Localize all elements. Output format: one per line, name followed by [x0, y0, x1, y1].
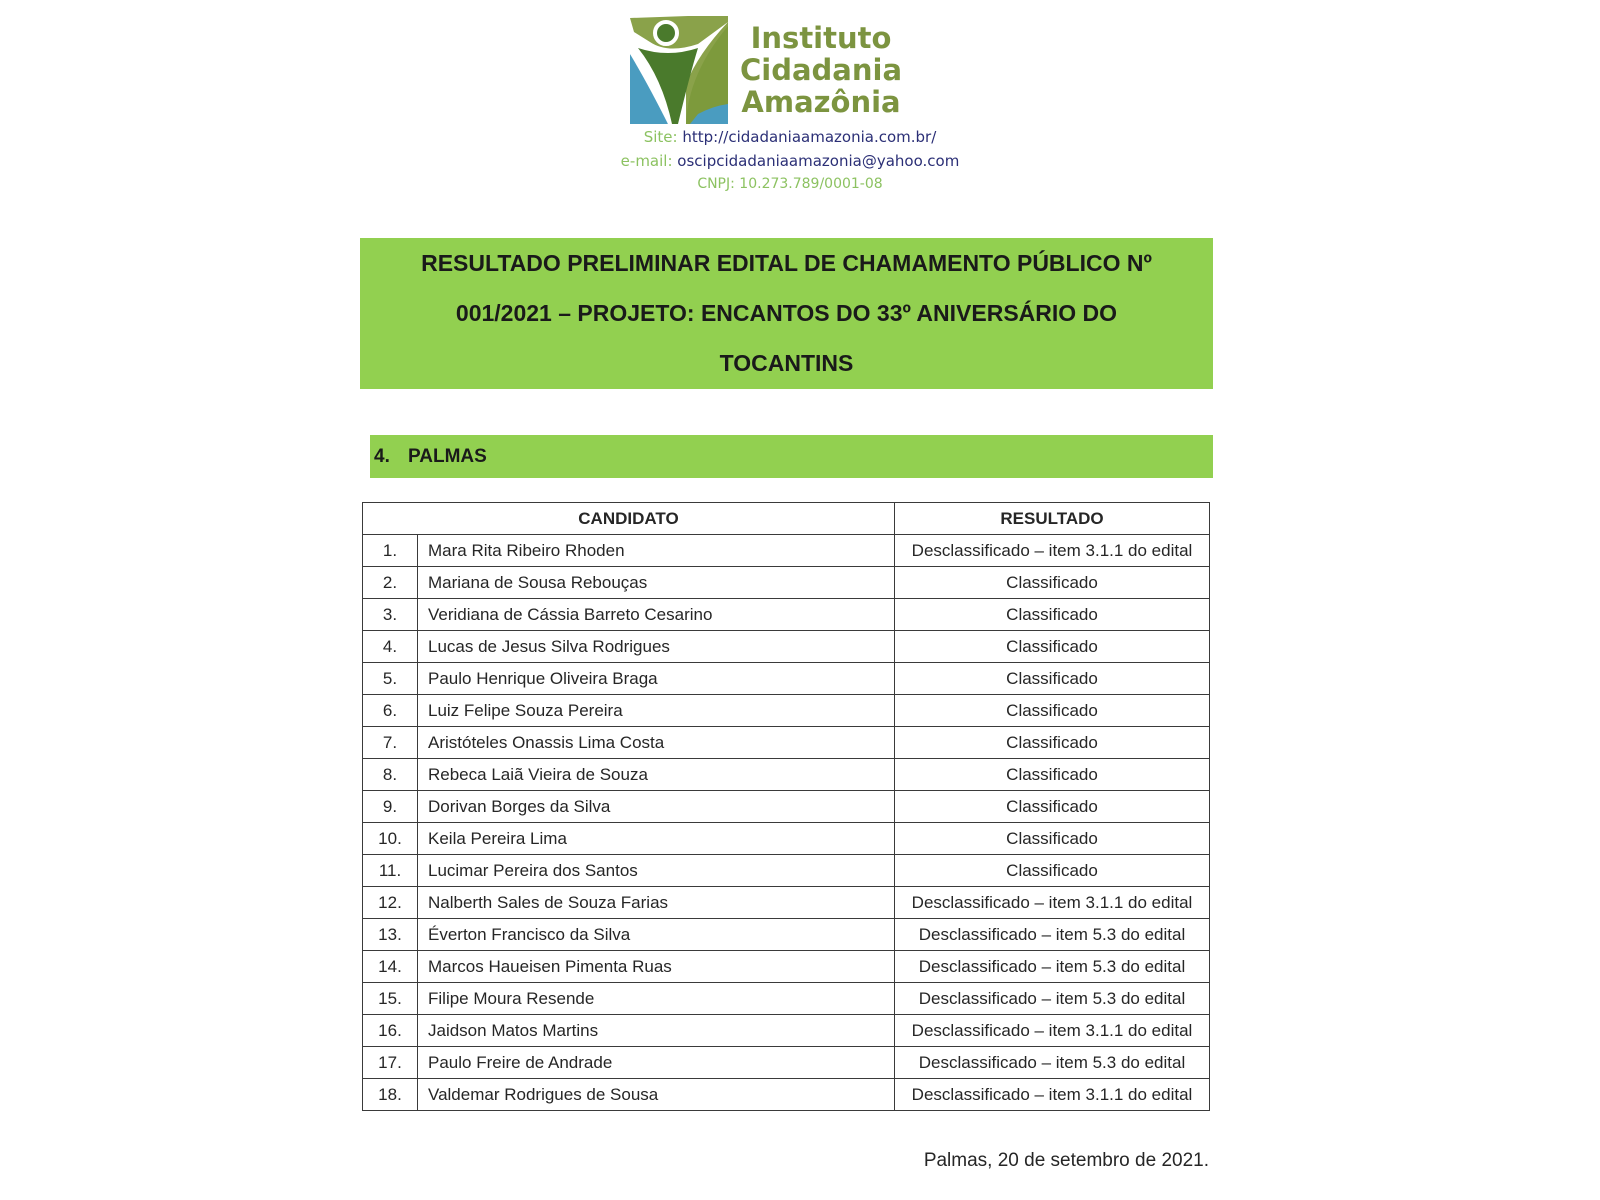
result-value: Desclassificado – item 5.3 do edital [895, 951, 1210, 983]
email-link[interactable]: oscipcidadaniaamazonia@yahoo.com [677, 152, 960, 170]
candidate-name: Valdemar Rodrigues de Sousa [418, 1079, 895, 1111]
table-row [363, 1047, 1210, 1079]
candidate-name: Keila Pereira Lima [418, 823, 895, 855]
row-number: 9. [363, 791, 418, 823]
row-number: 6. [363, 695, 418, 727]
table-row [363, 663, 1210, 695]
title-line: RESULTADO PRELIMINAR EDITAL DE CHAMAMENTO PÚBLICO Nº [421, 250, 1152, 276]
section-number: 4. [374, 446, 390, 467]
logo-figure-icon [628, 14, 732, 126]
row-number: 13. [363, 919, 418, 951]
logo-line: Amazônia [741, 85, 901, 119]
result-value: Desclassificado – item 5.3 do edital [895, 983, 1210, 1015]
candidate-name: Aristóteles Onassis Lima Costa [418, 727, 895, 759]
result-value: Desclassificado – item 3.1.1 do edital [895, 1079, 1210, 1111]
table-row [363, 791, 1210, 823]
document-title [360, 238, 1213, 389]
table-row [363, 1015, 1210, 1047]
candidate-name: Filipe Moura Resende [418, 983, 895, 1015]
result-value: Desclassificado – item 3.1.1 do edital [895, 887, 1210, 919]
section-name: PALMAS [408, 446, 487, 467]
candidate-name: Lucimar Pereira dos Santos [418, 855, 895, 887]
institute-logo [628, 14, 918, 126]
logo-line: Instituto [750, 21, 892, 55]
candidate-name: Mariana de Sousa Rebouças [418, 567, 895, 599]
site-line [560, 128, 1020, 146]
result-value: Classificado [895, 823, 1210, 855]
row-number: 8. [363, 759, 418, 791]
email-line [560, 152, 1020, 170]
row-number: 1. [363, 535, 418, 567]
table-row [363, 695, 1210, 727]
row-number: 11. [363, 855, 418, 887]
result-value: Classificado [895, 759, 1210, 791]
result-value: Desclassificado – item 5.3 do edital [895, 919, 1210, 951]
table-row [363, 631, 1210, 663]
footer-date: Palmas, 20 de setembro de 2021. [923, 1150, 1209, 1171]
header-candidato: CANDIDATO [363, 503, 895, 535]
row-number: 15. [363, 983, 418, 1015]
candidate-name: Éverton Francisco da Silva [418, 919, 895, 951]
row-number: 16. [363, 1015, 418, 1047]
title-line: 001/2021 – PROJETO: ENCANTOS DO 33º ANIVERSÁRIO DO [455, 300, 1118, 326]
candidate-name: Veridiana de Cássia Barreto Cesarino [418, 599, 895, 631]
results-table [362, 502, 1210, 1111]
result-value: Classificado [895, 695, 1210, 727]
row-number: 3. [363, 599, 418, 631]
site-label: Site: [643, 128, 678, 146]
candidate-name: Rebeca Laiã Vieira de Souza [418, 759, 895, 791]
candidate-name: Dorivan Borges da Silva [418, 791, 895, 823]
result-value: Classificado [895, 567, 1210, 599]
table-row [363, 887, 1210, 919]
candidate-name: Jaidson Matos Martins [418, 1015, 895, 1047]
table-row [363, 919, 1210, 951]
result-value: Desclassificado – item 3.1.1 do edital [895, 1015, 1210, 1047]
section-heading [370, 435, 1213, 478]
row-number: 14. [363, 951, 418, 983]
row-number: 5. [363, 663, 418, 695]
result-value: Classificado [895, 663, 1210, 695]
row-number: 17. [363, 1047, 418, 1079]
result-value: Desclassificado – item 3.1.1 do edital [895, 535, 1210, 567]
table-row [363, 759, 1210, 791]
email-label: e-mail: [620, 152, 673, 170]
header-resultado: RESULTADO [895, 503, 1210, 535]
row-number: 12. [363, 887, 418, 919]
candidate-name: Paulo Freire de Andrade [418, 1047, 895, 1079]
candidate-name: Luiz Felipe Souza Pereira [418, 695, 895, 727]
candidate-name: Mara Rita Ribeiro Rhoden [418, 535, 895, 567]
table-row [363, 535, 1210, 567]
result-value: Classificado [895, 631, 1210, 663]
result-value: Desclassificado – item 5.3 do edital [895, 1047, 1210, 1079]
table-header-row [363, 503, 1210, 535]
row-number: 4. [363, 631, 418, 663]
row-number: 2. [363, 567, 418, 599]
table-row [363, 823, 1210, 855]
table-row [363, 1079, 1210, 1111]
table-row [363, 951, 1210, 983]
row-number: 10. [363, 823, 418, 855]
candidate-name: Marcos Haueisen Pimenta Ruas [418, 951, 895, 983]
table-row [363, 599, 1210, 631]
table-row [363, 855, 1210, 887]
result-value: Classificado [895, 791, 1210, 823]
result-value: Classificado [895, 727, 1210, 759]
cnpj-text: CNPJ: 10.273.789/0001-08 [697, 176, 883, 192]
title-line: TOCANTINS [719, 350, 854, 376]
candidate-name: Paulo Henrique Oliveira Braga [418, 663, 895, 695]
result-value: Classificado [895, 855, 1210, 887]
result-value: Classificado [895, 599, 1210, 631]
row-number: 7. [363, 727, 418, 759]
table-row [363, 567, 1210, 599]
row-number: 18. [363, 1079, 418, 1111]
table-row [363, 983, 1210, 1015]
table-row [363, 727, 1210, 759]
logo-wordmark [740, 22, 902, 118]
candidate-name: Lucas de Jesus Silva Rodrigues [418, 631, 895, 663]
logo-line: Cidadania [740, 53, 903, 87]
candidate-name: Nalberth Sales de Souza Farias [418, 887, 895, 919]
site-link[interactable]: http://cidadaniaamazonia.com.br/ [682, 128, 937, 146]
